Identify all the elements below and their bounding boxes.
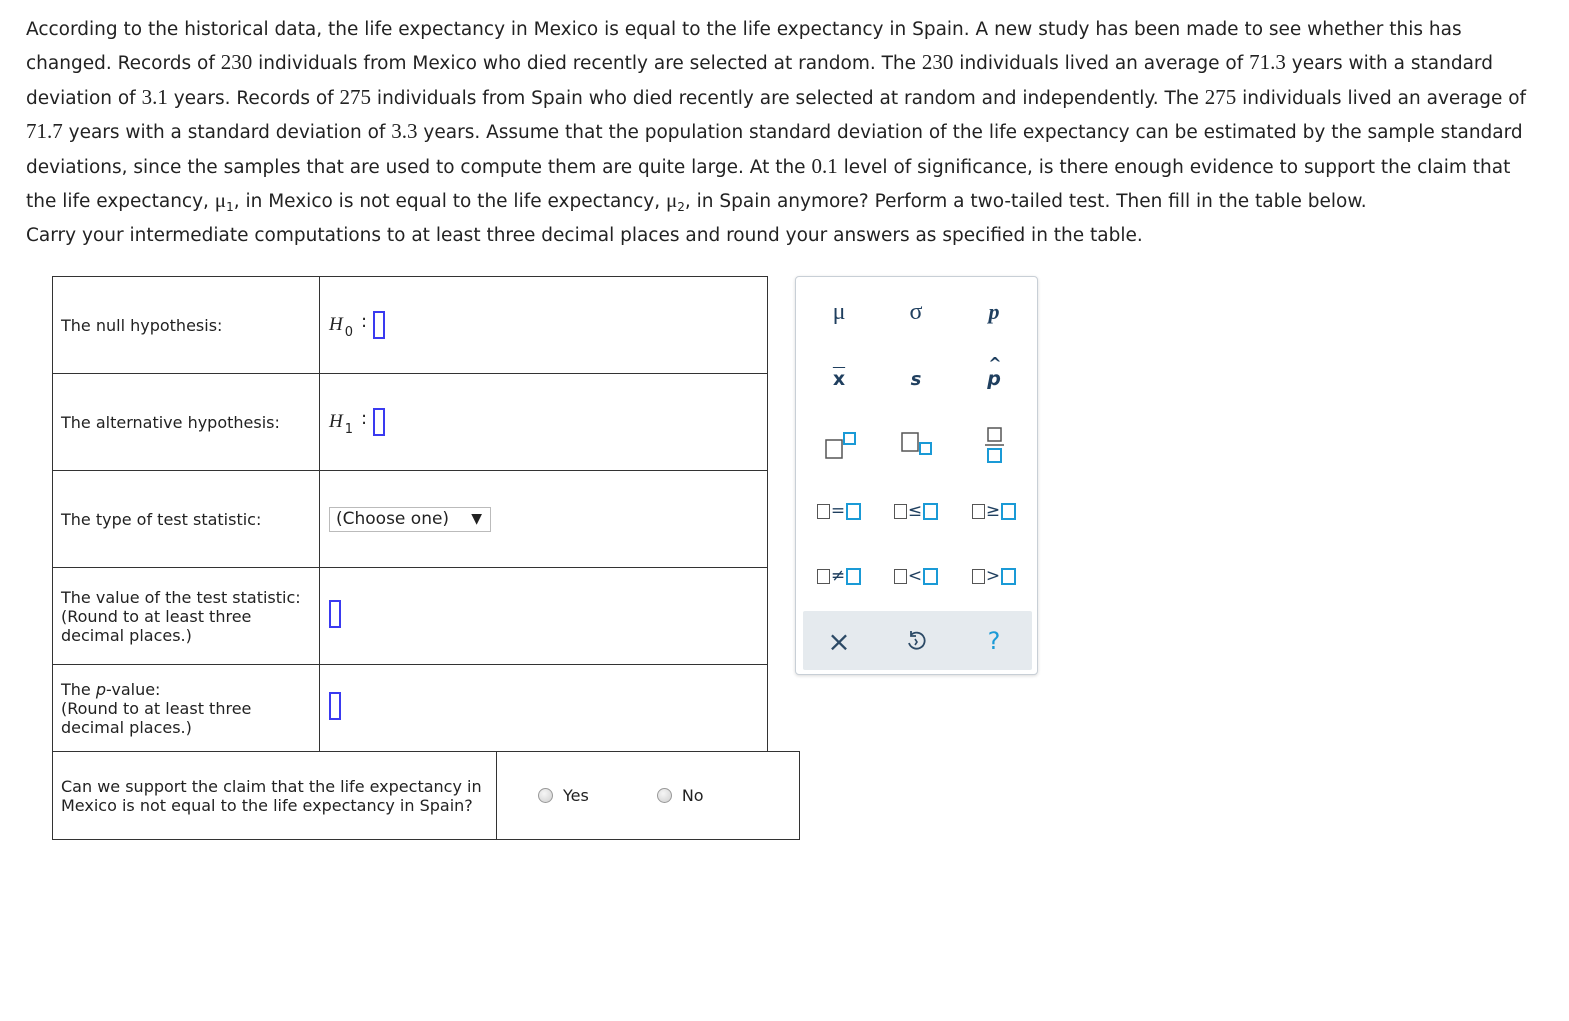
- yes-label[interactable]: Yes: [563, 786, 589, 805]
- row-p-value: [53, 665, 768, 752]
- subscript-icon: [896, 427, 936, 463]
- greater-equal-button[interactable]: ≥: [964, 491, 1024, 531]
- clear-button[interactable]: [809, 621, 869, 661]
- row-alternative-hypothesis: [53, 374, 768, 471]
- alternative-hypothesis-label: The alternative hypothesis:: [53, 374, 320, 471]
- alternative-hypothesis-input[interactable]: [373, 408, 385, 436]
- undo-button[interactable]: [886, 621, 946, 661]
- fraction-button[interactable]: [964, 425, 1024, 465]
- null-hypothesis-expr: H 0 :: [329, 311, 759, 339]
- instruction-text: Carry your intermediate computations to at least three decimal places and round your answers as specified in the table.: [26, 225, 1143, 246]
- test-value-label: The value of the test statistic: (Round to at least three decimal places.): [53, 568, 320, 665]
- p-value-input[interactable]: [329, 692, 341, 720]
- test-value-input[interactable]: [329, 600, 341, 628]
- no-radio[interactable]: [657, 788, 672, 803]
- support-claim-label: Can we support the claim that the life expectancy in Mexico is not equal to the life expectancy in Spain?: [53, 752, 497, 840]
- dropdown-arrow-icon: ▼: [471, 511, 482, 527]
- support-table: [52, 751, 800, 840]
- equals-button[interactable]: =: [809, 491, 869, 531]
- fraction-icon: [974, 425, 1014, 465]
- row-null-hypothesis: [53, 277, 768, 374]
- subscript-button[interactable]: [886, 425, 946, 465]
- yes-radio[interactable]: [538, 788, 553, 803]
- superscript-icon: [819, 427, 859, 463]
- superscript-button[interactable]: [809, 425, 869, 465]
- not-equal-button[interactable]: ≠: [809, 556, 869, 596]
- support-radio-group: [538, 786, 791, 805]
- row-test-type: [53, 471, 768, 568]
- help-button[interactable]: [964, 621, 1024, 661]
- sigma-button[interactable]: σ: [909, 298, 923, 325]
- null-hypothesis-input[interactable]: [373, 311, 385, 339]
- test-type-select[interactable]: (Choose one) ▼: [329, 507, 491, 532]
- p-value-label: The p-value: (Round to at least three decimal places.): [53, 665, 320, 752]
- less-than-button[interactable]: <: [886, 556, 946, 596]
- test-type-label: The type of test statistic:: [53, 471, 320, 568]
- less-equal-button[interactable]: ≤: [886, 491, 946, 531]
- greater-than-button[interactable]: >: [964, 556, 1024, 596]
- close-icon: ×: [827, 624, 851, 658]
- problem-statement: According to the historical data, the life expectancy in Mexico is equal to the life expectancy in Spain. A new study has been made to see whether this has changed. Records of 230 individuals from Mexico who died recently are selected at random. The 230 individuals lived an average of 71.3 years with a standard deviation of 3.1 years. Records of 275 individuals from Spain who died recently are selected at random and independently. The 275 individuals lived an average of 71.7 years with a standard deviation of 3.3 years. Assume that the population standard deviation of the life expectancy can be estimated by the sample standard deviations, since the samples that are used to compute them are quite large. At the 0.1 level of significance, is there enough evidence to support the claim that the life expectancy, $\mu_1$, in Mexico is not equal to the life expectancy, $\mu_2$, in Spain anymore? Perform a two-tailed test. Then fill in the table below.: [26, 19, 1527, 215]
- p-hat-button[interactable]: ^ p: [987, 354, 1002, 390]
- row-support-claim: [53, 752, 800, 840]
- null-hypothesis-label: The null hypothesis:: [53, 277, 320, 374]
- help-icon: ?: [987, 627, 1001, 655]
- mu-button[interactable]: μ: [832, 298, 846, 325]
- symbol-palette: [795, 276, 1038, 675]
- no-label[interactable]: No: [681, 786, 704, 805]
- p-button[interactable]: p: [988, 299, 1000, 324]
- row-test-value: [53, 568, 768, 665]
- undo-icon: [904, 629, 928, 653]
- s-button[interactable]: s: [910, 368, 922, 390]
- alternative-hypothesis-expr: H 1 :: [329, 408, 759, 436]
- answer-table: [52, 276, 768, 752]
- x-bar-button[interactable]: $\overline{x}$: [832, 368, 846, 390]
